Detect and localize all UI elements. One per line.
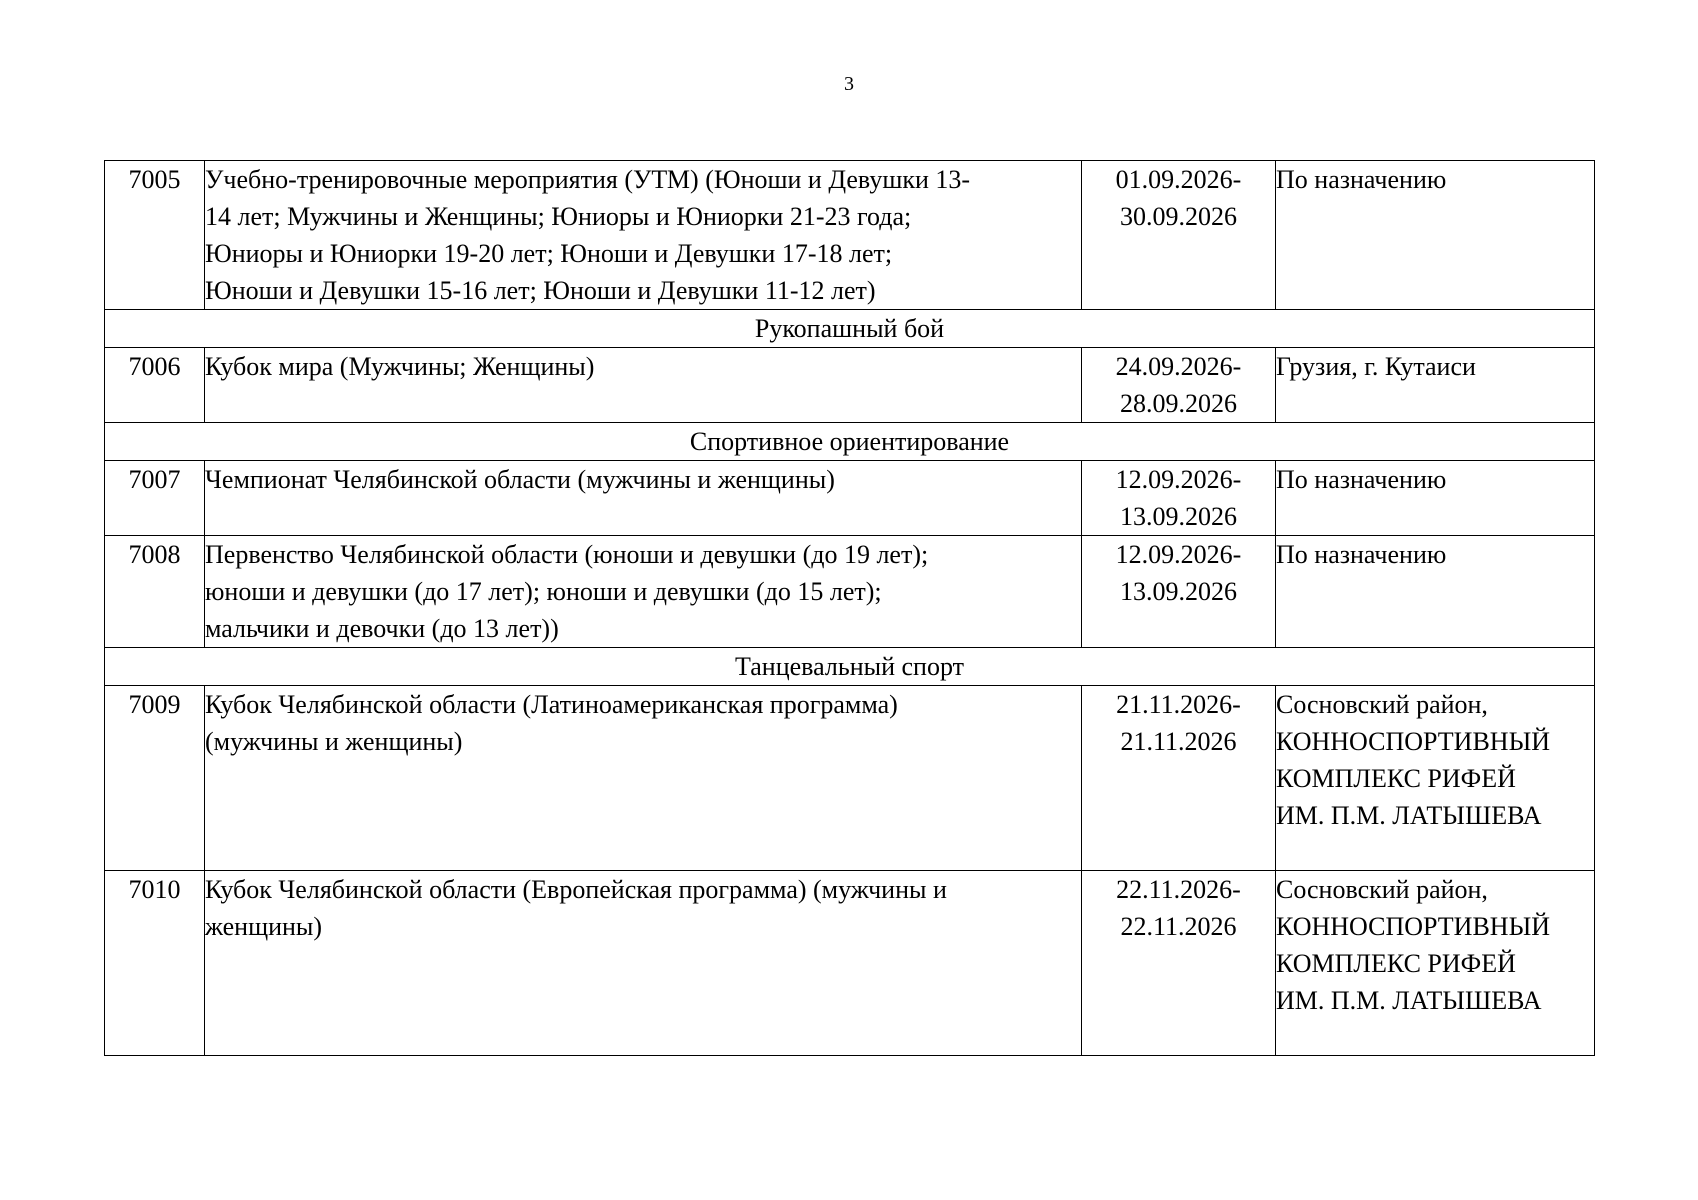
place-line: КОННОСПОРТИВНЫЙ	[1276, 727, 1551, 756]
page-number: 3	[844, 73, 854, 95]
date-end: 13.09.2026	[1120, 502, 1237, 531]
event-name-line: 14 лет; Мужчины и Женщины; Юниоры и Юниорки 21-23 года;	[205, 202, 912, 231]
place-line: КОМПЛЕКС РИФЕЙ	[1276, 764, 1516, 793]
table-row	[105, 348, 1595, 423]
event-name-line: Кубок Челябинской области (Европейская программа) (мужчины и	[205, 875, 947, 904]
event-name-line: Кубок мира (Мужчины; Женщины)	[205, 352, 595, 381]
table-row	[105, 686, 1595, 871]
event-name-line: Чемпионат Челябинской области (мужчины и женщины)	[205, 465, 835, 494]
place-line: Сосновский район,	[1276, 875, 1488, 904]
event-number: 7005	[105, 161, 205, 310]
event-place	[1276, 161, 1595, 310]
event-place	[1276, 536, 1595, 648]
event-name	[205, 871, 1082, 1056]
event-name-line: (мужчины и женщины)	[205, 727, 463, 756]
event-name-line: Кубок Челябинской области (Латиноамериканская программа)	[205, 690, 898, 719]
place-line: Грузия, г. Кутаиси	[1276, 352, 1476, 381]
event-dates	[1082, 871, 1276, 1056]
table-row	[105, 461, 1595, 536]
event-name	[205, 686, 1082, 871]
date-start: 01.09.2026-	[1115, 165, 1242, 194]
event-name-line: Первенство Челябинской области (юноши и девушки (до 19 лет);	[205, 540, 929, 569]
event-place	[1276, 348, 1595, 423]
section-row	[105, 423, 1595, 461]
event-number: 7008	[105, 536, 205, 648]
event-name-line: Учебно-тренировочные мероприятия (УТМ) (Юноши и Девушки 13-	[205, 165, 971, 194]
section-title: Рукопашный бой	[105, 310, 1595, 348]
date-start: 12.09.2026-	[1115, 540, 1242, 569]
event-place	[1276, 871, 1595, 1056]
event-place	[1276, 461, 1595, 536]
section-title: Спортивное ориентирование	[105, 423, 1595, 461]
event-dates	[1082, 161, 1276, 310]
event-number: 7006	[105, 348, 205, 423]
place-line: КОМПЛЕКС РИФЕЙ	[1276, 949, 1516, 978]
event-dates	[1082, 348, 1276, 423]
event-dates	[1082, 461, 1276, 536]
event-name-line: мальчики и девочки (до 13 лет))	[205, 614, 559, 643]
date-start: 12.09.2026-	[1115, 465, 1242, 494]
event-name-line: юноши и девушки (до 17 лет); юноши и девушки (до 15 лет);	[205, 577, 882, 606]
section-row	[105, 648, 1595, 686]
section-title: Танцевальный спорт	[105, 648, 1595, 686]
date-end: 13.09.2026	[1120, 577, 1237, 606]
event-number: 7007	[105, 461, 205, 536]
place-line: ИМ. П.М. ЛАТЫШЕВА	[1276, 986, 1542, 1015]
date-end: 21.11.2026	[1120, 727, 1237, 756]
place-line: ИМ. П.М. ЛАТЫШЕВА	[1276, 801, 1542, 830]
table-row	[105, 161, 1595, 310]
event-name-line: Юноши и Девушки 15-16 лет; Юноши и Девушки 11-12 лет)	[205, 276, 876, 305]
place-line: По назначению	[1276, 165, 1447, 194]
event-number: 7010	[105, 871, 205, 1056]
date-end: 30.09.2026	[1120, 202, 1237, 231]
date-start: 21.11.2026-	[1116, 690, 1241, 719]
event-name-line: женщины)	[205, 912, 323, 941]
table-row	[105, 536, 1595, 648]
table-row	[105, 871, 1595, 1056]
date-end: 28.09.2026	[1120, 389, 1237, 418]
event-name	[205, 348, 1082, 423]
place-line: По назначению	[1276, 465, 1447, 494]
event-name	[205, 461, 1082, 536]
event-name	[205, 161, 1082, 310]
place-line: По назначению	[1276, 540, 1447, 569]
section-row	[105, 310, 1595, 348]
date-end: 22.11.2026	[1120, 912, 1237, 941]
event-name	[205, 536, 1082, 648]
event-dates	[1082, 686, 1276, 871]
event-name-line: Юниоры и Юниорки 19-20 лет; Юноши и Девушки 17-18 лет;	[205, 239, 893, 268]
date-start: 24.09.2026-	[1115, 352, 1242, 381]
date-start: 22.11.2026-	[1116, 875, 1241, 904]
place-line: Сосновский район,	[1276, 690, 1488, 719]
event-number: 7009	[105, 686, 205, 871]
event-dates	[1082, 536, 1276, 648]
place-line: КОННОСПОРТИВНЫЙ	[1276, 912, 1551, 941]
events-table	[104, 160, 1595, 1056]
event-place	[1276, 686, 1595, 871]
